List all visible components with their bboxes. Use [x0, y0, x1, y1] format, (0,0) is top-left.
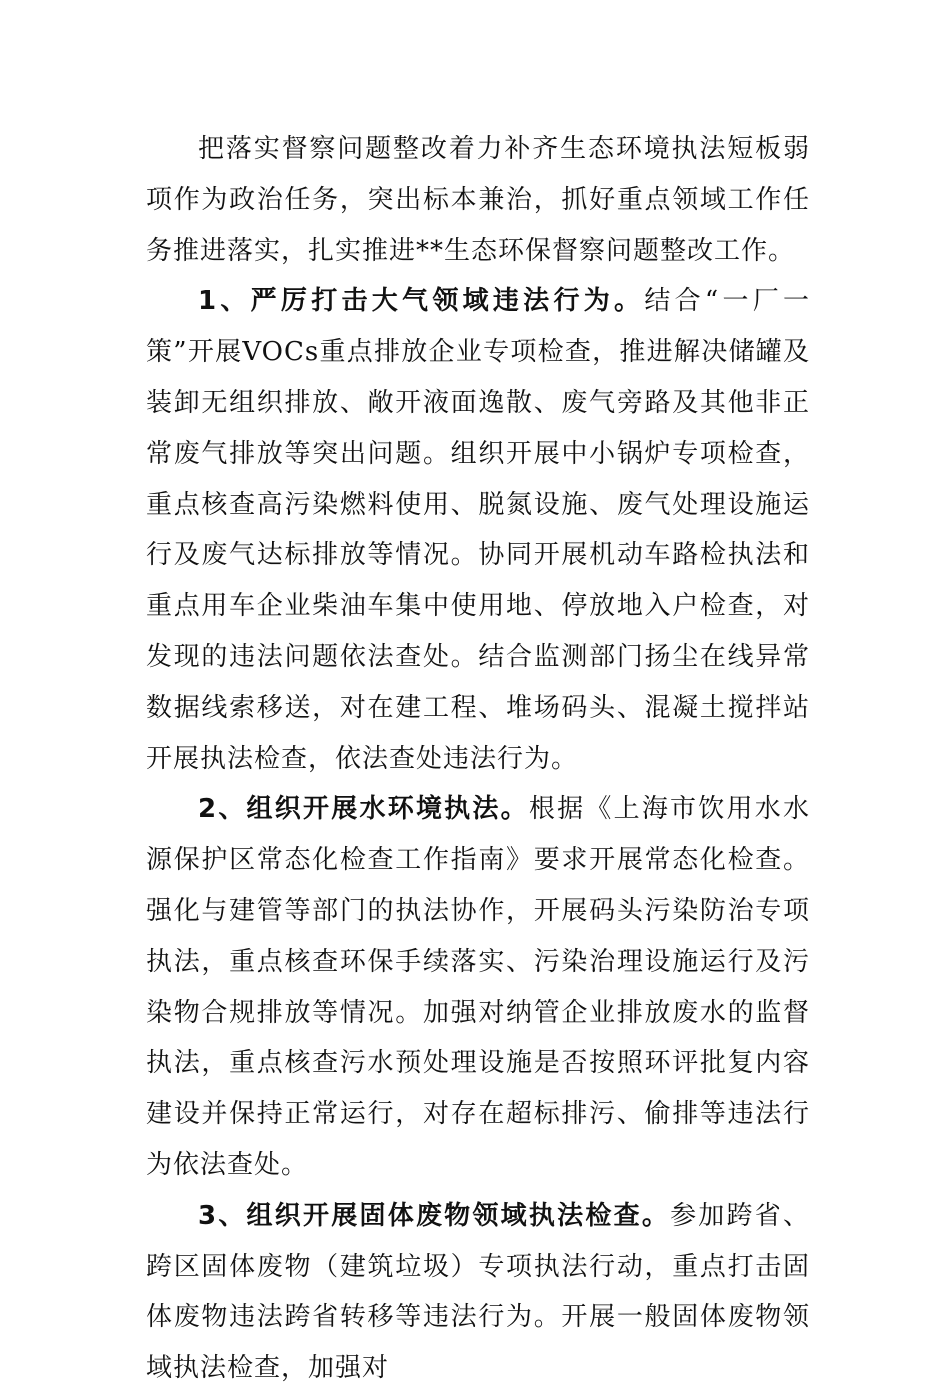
- paragraph-intro: [146, 124, 810, 276]
- paragraph-air-enforcement: [146, 276, 810, 784]
- paragraph-water-enforcement: [146, 784, 810, 1190]
- paragraph-text: 结合“一厂一策”开展VOCs重点排放企业专项检查，推进解决储罐及装卸无组织排放、敞开液面逸散、废气旁路及其他非正常废气排放等突出问题。组织开展中小锅炉专项检查，重点核查高污染燃料使用、脱氮设施、废气处理设施运行及废气达标排放等情况。协同开展机动车路检执法和重点用车企业柴油车集中使用地、停放地入户检查，对发现的违法问题依法查处。结合监测部门扬尘在线异常数据线索移送，对在建工程、堆场码头、混凝土搅拌站开展执法检查，依法查处违法行为。: [146, 286, 811, 774]
- document-body: [146, 124, 810, 1394]
- paragraph-heading: 1、严厉打击大气领域违法行为。: [198, 286, 645, 317]
- paragraph-heading: 3、组织开展固体废物领域执法检查。: [198, 1200, 671, 1231]
- paragraph-text: 把落实督察问题整改着力补齐生态环境执法短板弱项作为政治任务，突出标本兼治，抓好重点领域工作任务推进落实，扎实推进**生态环保督察问题整改工作。: [146, 134, 810, 266]
- paragraph-solid-waste-enforcement: [146, 1191, 810, 1394]
- paragraph-text: 根据《上海市饮用水水源保护区常态化检查工作指南》要求开展常态化检查。强化与建管等部门的执法协作，开展码头污染防治专项执法，重点核查环保手续落实、污染治理设施运行及污染物合规排放等情况。加强对纳管企业排放废水的监督执法，重点核查污水预处理设施是否按照环评批复内容建设并保持正常运行，对存在超标排污、偷排等违法行为依法查处。: [146, 794, 810, 1180]
- paragraph-text: 参加跨省、跨区固体废物（建筑垃圾）专项执法行动，重点打击固体废物违法跨省转移等违法行为。开展一般固体废物领域执法检查，加强对: [146, 1200, 810, 1384]
- paragraph-heading: 2、组织开展水环境执法。: [198, 794, 529, 825]
